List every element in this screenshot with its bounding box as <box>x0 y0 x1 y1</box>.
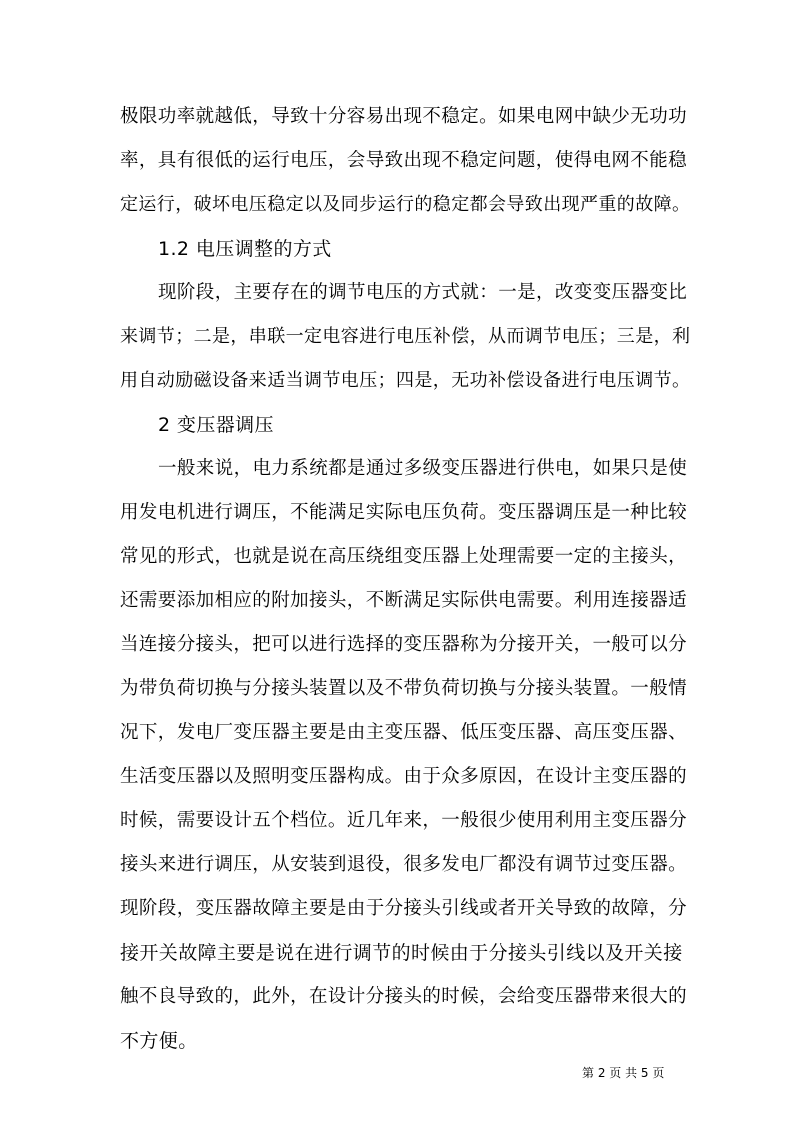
paragraph-line: 现阶段，主要存在的调节电压的方式就：一是，改变变压器变比 <box>158 282 688 303</box>
paragraph-line: 用自动励磁设备来适当调节电压；四是，无功补偿设备进行电压调节。 <box>120 370 691 391</box>
paragraph-line: 触不良导致的，此外，在设计分接头的时候，会给变压器带来很大的 <box>120 986 688 1007</box>
paragraph-line: 还需要添加相应的附加接头，不断满足实际供电需要。利用连接器适 <box>120 590 688 611</box>
paragraph-line: 接头来进行调压，从安装到退役，很多发电厂都没有调节过变压器。 <box>120 854 688 875</box>
paragraph-line: 为带负荷切换与分接头装置以及不带负荷切换与分接头装置。一般情 <box>120 678 688 699</box>
paragraph-line: 用发电机进行调压，不能满足实际电压负荷。变压器调压是一种比较 <box>120 502 688 523</box>
paragraph-line: 接开关故障主要是说在进行调节的时候由于分接头引线以及开关接 <box>120 942 683 964</box>
section-heading: 1.2 电压调整的方式 <box>158 238 332 260</box>
paragraph-line: 常见的形式，也就是说在高压绕组变压器上处理需要一定的主接头， <box>120 546 688 567</box>
paragraph-line: 时候，需要设计五个档位。近几年来，一般很少使用利用主变压器分 <box>120 810 688 831</box>
paragraph-line: 不方便。 <box>120 1030 198 1052</box>
paragraph-line: 率，具有很低的运行电压，会导致出现不稳定问题，使得电网不能稳 <box>120 150 688 171</box>
paragraph-line: 当连接分接头，把可以进行选择的变压器称为分接开关，一般可以分 <box>120 634 688 655</box>
section-heading: 2 变压器调压 <box>158 414 274 436</box>
paragraph-line: 况下，发电厂变压器主要是由主变压器、低压变压器、高压变压器、 <box>120 722 688 743</box>
page-number-footer: 第 2 页 共 5 页 <box>582 1066 665 1080</box>
paragraph-line: 来调节；二是，串联一定电容进行电压补偿，从而调节电压；三是，利 <box>120 326 691 347</box>
paragraph-line: 定运行，破坏电压稳定以及同步运行的稳定都会导致出现严重的故障。 <box>120 194 691 215</box>
paragraph-line: 现阶段，变压器故障主要是由于分接头引线或者开关导致的故障，分 <box>120 898 688 919</box>
paragraph-line: 极限功率就越低，导致十分容易出现不稳定。如果电网中缺少无功功 <box>120 106 688 127</box>
paragraph-line: 一般来说，电力系统都是通过多级变压器进行供电，如果只是使 <box>158 458 688 479</box>
paragraph-line: 生活变压器以及照明变压器构成。由于众多原因，在设计主变压器的 <box>120 766 688 787</box>
